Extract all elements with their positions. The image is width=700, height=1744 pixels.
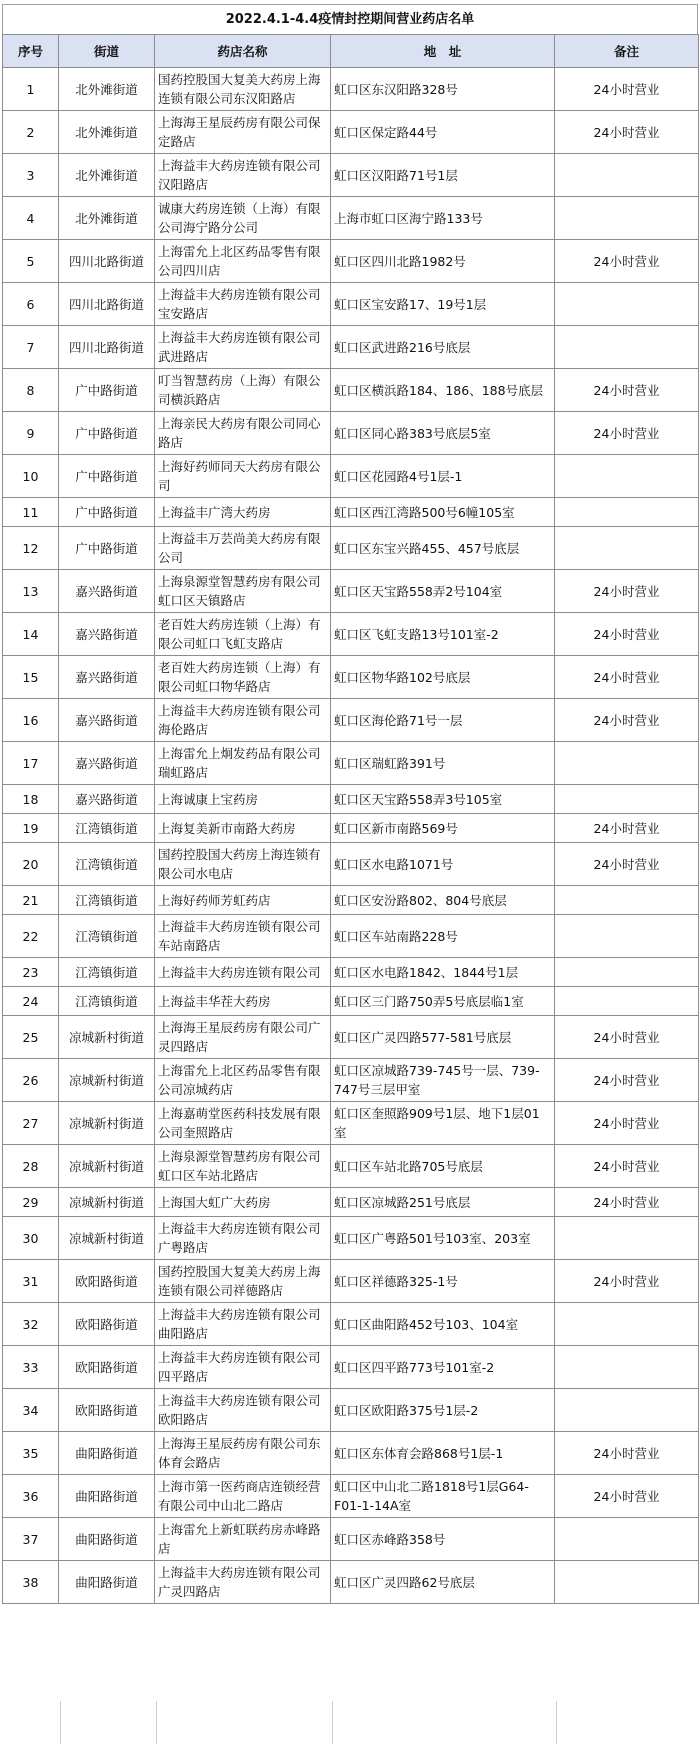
cell-address: 虹口区四平路773号101室-2 <box>331 1346 555 1389</box>
cell-no: 28 <box>3 1145 59 1188</box>
table-row <box>3 1102 699 1145</box>
cell-name: 上海好药师芳虹药店 <box>155 886 331 915</box>
cell-name: 上海益丰华茬大药房 <box>155 987 331 1016</box>
cell-no: 5 <box>3 240 59 283</box>
table-row <box>3 1389 699 1432</box>
cell-note <box>555 958 699 987</box>
cell-note: 24小时营业 <box>555 1432 699 1475</box>
cell-name: 上海海王星辰药房有限公司广灵四路店 <box>155 1016 331 1059</box>
cell-no: 33 <box>3 1346 59 1389</box>
table-row <box>3 814 699 843</box>
cell-street: 嘉兴路街道 <box>59 656 155 699</box>
cell-name: 上海雷允上北区药品零售有限公司凉城药店 <box>155 1059 331 1102</box>
cell-street: 广中路街道 <box>59 455 155 498</box>
cell-no: 37 <box>3 1518 59 1561</box>
cell-street: 江湾镇街道 <box>59 915 155 958</box>
table-body <box>3 68 699 1604</box>
cell-address: 虹口区宝安路17、19号1层 <box>331 283 555 326</box>
cell-address: 虹口区东宝兴路455、457号底层 <box>331 527 555 570</box>
cell-address: 虹口区凉城路251号底层 <box>331 1188 555 1217</box>
cell-no: 7 <box>3 326 59 369</box>
cell-note: 24小时营业 <box>555 1475 699 1518</box>
cell-address: 虹口区同心路383号底层5室 <box>331 412 555 455</box>
cell-street: 曲阳路街道 <box>59 1475 155 1518</box>
table-row <box>3 1016 699 1059</box>
cell-no: 35 <box>3 1432 59 1475</box>
cell-name: 上海海王星辰药房有限公司保定路店 <box>155 111 331 154</box>
cell-no: 32 <box>3 1303 59 1346</box>
cell-name: 上海亲民大药房有限公司同心路店 <box>155 412 331 455</box>
cell-street: 欧阳路街道 <box>59 1303 155 1346</box>
cell-note: 24小时营业 <box>555 111 699 154</box>
cell-no: 1 <box>3 68 59 111</box>
cell-note: 24小时营业 <box>555 240 699 283</box>
cell-no: 18 <box>3 785 59 814</box>
cell-street: 广中路街道 <box>59 527 155 570</box>
cell-street: 欧阳路街道 <box>59 1346 155 1389</box>
cell-address: 虹口区物华路102号底层 <box>331 656 555 699</box>
cell-address: 虹口区花园路4号1层-1 <box>331 455 555 498</box>
cell-street: 凉城新村街道 <box>59 1145 155 1188</box>
table-row <box>3 111 699 154</box>
cell-street: 欧阳路街道 <box>59 1260 155 1303</box>
cell-note: 24小时营业 <box>555 1059 699 1102</box>
cell-name: 上海益丰大药房连锁有限公司 <box>155 958 331 987</box>
cell-address: 虹口区广灵四路62号底层 <box>331 1561 555 1604</box>
cell-address: 虹口区瑞虹路391号 <box>331 742 555 785</box>
cell-address: 虹口区三门路750弄5号底层临1室 <box>331 987 555 1016</box>
cell-note <box>555 283 699 326</box>
cell-name: 上海益丰大药房连锁有限公司海伦路店 <box>155 699 331 742</box>
sheet-title: 2022.4.1-4.4疫情封控期间营业药店名单 <box>2 4 698 34</box>
cell-address: 虹口区东体育会路868号1层-1 <box>331 1432 555 1475</box>
cell-street: 嘉兴路街道 <box>59 699 155 742</box>
table-row <box>3 498 699 527</box>
table-row <box>3 154 699 197</box>
table-row <box>3 1059 699 1102</box>
header-address: 地 址 <box>331 35 555 68</box>
cell-note <box>555 1389 699 1432</box>
cell-street: 广中路街道 <box>59 498 155 527</box>
cell-address: 虹口区祥德路325-1号 <box>331 1260 555 1303</box>
cell-street: 广中路街道 <box>59 369 155 412</box>
cell-street: 凉城新村街道 <box>59 1059 155 1102</box>
cell-name: 上海益丰大药房连锁有限公司广灵四路店 <box>155 1561 331 1604</box>
cell-note: 24小时营业 <box>555 699 699 742</box>
cell-no: 2 <box>3 111 59 154</box>
cell-note <box>555 326 699 369</box>
cell-address: 虹口区曲阳路452号103、104室 <box>331 1303 555 1346</box>
cell-name: 上海雷允上北区药品零售有限公司四川店 <box>155 240 331 283</box>
cell-name: 上海泉源堂智慧药房有限公司虹口区天镇路店 <box>155 570 331 613</box>
cell-no: 25 <box>3 1016 59 1059</box>
table-row <box>3 570 699 613</box>
cell-address: 虹口区新市南路569号 <box>331 814 555 843</box>
header-street: 街道 <box>59 35 155 68</box>
cell-address: 虹口区车站北路705号底层 <box>331 1145 555 1188</box>
cell-street: 欧阳路街道 <box>59 1389 155 1432</box>
cell-note <box>555 1217 699 1260</box>
cell-no: 34 <box>3 1389 59 1432</box>
cell-address: 虹口区汉阳路71号1层 <box>331 154 555 197</box>
cell-note <box>555 742 699 785</box>
pharmacy-table <box>2 34 699 1604</box>
cell-address: 虹口区横浜路184、186、188号底层 <box>331 369 555 412</box>
cell-name: 上海复美新市南路大药房 <box>155 814 331 843</box>
cell-note <box>555 886 699 915</box>
table-row <box>3 197 699 240</box>
cell-street: 北外滩街道 <box>59 111 155 154</box>
table-row <box>3 455 699 498</box>
cell-address: 虹口区车站南路228号 <box>331 915 555 958</box>
cell-no: 15 <box>3 656 59 699</box>
cell-no: 26 <box>3 1059 59 1102</box>
cell-note: 24小时营业 <box>555 656 699 699</box>
cell-name: 国药控股国大复美大药房上海连锁有限公司东汉阳路店 <box>155 68 331 111</box>
table-row <box>3 1188 699 1217</box>
cell-name: 国药控股国大药房上海连锁有限公司水电店 <box>155 843 331 886</box>
cell-address: 虹口区天宝路558弄3号105室 <box>331 785 555 814</box>
cell-address: 上海市虹口区海宁路133号 <box>331 197 555 240</box>
cell-name: 上海好药师同天大药房有限公司 <box>155 455 331 498</box>
table-row <box>3 1561 699 1604</box>
header-note: 备注 <box>555 35 699 68</box>
cell-name: 上海益丰大药房连锁有限公司车站南路店 <box>155 915 331 958</box>
cell-note <box>555 785 699 814</box>
cell-address: 虹口区赤峰路358号 <box>331 1518 555 1561</box>
cell-street: 凉城新村街道 <box>59 1016 155 1059</box>
cell-name: 上海益丰大药房连锁有限公司武进路店 <box>155 326 331 369</box>
cell-address: 虹口区欧阳路375号1层-2 <box>331 1389 555 1432</box>
empty-grid-area <box>2 1701 698 1744</box>
cell-note <box>555 455 699 498</box>
cell-name: 上海益丰大药房连锁有限公司欧阳路店 <box>155 1389 331 1432</box>
cell-no: 19 <box>3 814 59 843</box>
cell-no: 23 <box>3 958 59 987</box>
table-row <box>3 742 699 785</box>
cell-no: 16 <box>3 699 59 742</box>
cell-no: 3 <box>3 154 59 197</box>
cell-note: 24小时营业 <box>555 369 699 412</box>
cell-note: 24小时营业 <box>555 814 699 843</box>
cell-no: 21 <box>3 886 59 915</box>
cell-no: 9 <box>3 412 59 455</box>
cell-address: 虹口区水电路1071号 <box>331 843 555 886</box>
cell-note: 24小时营业 <box>555 1102 699 1145</box>
cell-street: 四川北路街道 <box>59 326 155 369</box>
cell-name: 上海益丰大药房连锁有限公司汉阳路店 <box>155 154 331 197</box>
cell-name: 上海益丰大药房连锁有限公司四平路店 <box>155 1346 331 1389</box>
cell-street: 曲阳路街道 <box>59 1518 155 1561</box>
table-row <box>3 613 699 656</box>
cell-name: 国药控股国大复美大药房上海连锁有限公司祥德路店 <box>155 1260 331 1303</box>
cell-street: 四川北路街道 <box>59 283 155 326</box>
cell-street: 江湾镇街道 <box>59 814 155 843</box>
cell-street: 嘉兴路街道 <box>59 570 155 613</box>
cell-no: 4 <box>3 197 59 240</box>
cell-no: 36 <box>3 1475 59 1518</box>
cell-address: 虹口区西江湾路500号6幢105室 <box>331 498 555 527</box>
cell-note: 24小时营业 <box>555 1188 699 1217</box>
cell-no: 24 <box>3 987 59 1016</box>
cell-no: 14 <box>3 613 59 656</box>
cell-street: 凉城新村街道 <box>59 1102 155 1145</box>
cell-name: 上海雷允上炯发药品有限公司瑞虹路店 <box>155 742 331 785</box>
table-row <box>3 240 699 283</box>
table-row <box>3 1145 699 1188</box>
table-row <box>3 656 699 699</box>
cell-address: 虹口区水电路1842、1844号1层 <box>331 958 555 987</box>
cell-no: 17 <box>3 742 59 785</box>
cell-note <box>555 1303 699 1346</box>
table-row <box>3 527 699 570</box>
cell-no: 20 <box>3 843 59 886</box>
cell-street: 江湾镇街道 <box>59 843 155 886</box>
cell-note <box>555 987 699 1016</box>
cell-street: 嘉兴路街道 <box>59 742 155 785</box>
cell-name: 上海益丰万芸尚美大药房有限公司 <box>155 527 331 570</box>
cell-address: 虹口区保定路44号 <box>331 111 555 154</box>
cell-street: 凉城新村街道 <box>59 1217 155 1260</box>
cell-no: 12 <box>3 527 59 570</box>
cell-name: 诚康大药房连锁（上海）有限公司海宁路分公司 <box>155 197 331 240</box>
table-row <box>3 369 699 412</box>
table-row <box>3 1475 699 1518</box>
table-row <box>3 958 699 987</box>
cell-note: 24小时营业 <box>555 1145 699 1188</box>
cell-address: 虹口区天宝路558弄2号104室 <box>331 570 555 613</box>
cell-name: 上海雷允上新虹联药房赤峰路店 <box>155 1518 331 1561</box>
cell-note: 24小时营业 <box>555 1260 699 1303</box>
cell-name: 上海益丰大药房连锁有限公司宝安路店 <box>155 283 331 326</box>
cell-address: 虹口区武进路216号底层 <box>331 326 555 369</box>
table-row <box>3 1217 699 1260</box>
cell-address: 虹口区广灵四路577-581号底层 <box>331 1016 555 1059</box>
table-row <box>3 1303 699 1346</box>
cell-note: 24小时营业 <box>555 412 699 455</box>
cell-no: 27 <box>3 1102 59 1145</box>
cell-name: 上海市第一医药商店连锁经营有限公司中山北二路店 <box>155 1475 331 1518</box>
cell-address: 虹口区安汾路802、804号底层 <box>331 886 555 915</box>
header-row <box>3 35 699 68</box>
header-no: 序号 <box>3 35 59 68</box>
cell-address: 虹口区中山北二路1818号1层G64-F01-1-14A室 <box>331 1475 555 1518</box>
table-row <box>3 1518 699 1561</box>
cell-street: 北外滩街道 <box>59 197 155 240</box>
table-row <box>3 1260 699 1303</box>
cell-address: 虹口区广粤路501号103室、203室 <box>331 1217 555 1260</box>
cell-name: 上海国大虹广大药房 <box>155 1188 331 1217</box>
cell-note <box>555 915 699 958</box>
cell-street: 北外滩街道 <box>59 68 155 111</box>
table-row <box>3 987 699 1016</box>
table-row <box>3 886 699 915</box>
cell-street: 广中路街道 <box>59 412 155 455</box>
cell-note <box>555 498 699 527</box>
cell-address: 虹口区奎照路909号1层、地下1层01室 <box>331 1102 555 1145</box>
cell-no: 22 <box>3 915 59 958</box>
cell-name: 上海嘉萌堂医药科技发展有限公司奎照路店 <box>155 1102 331 1145</box>
pharmacy-sheet <box>2 4 698 1604</box>
cell-street: 北外滩街道 <box>59 154 155 197</box>
cell-note <box>555 1561 699 1604</box>
cell-note: 24小时营业 <box>555 1016 699 1059</box>
cell-name: 叮当智慧药房（上海）有限公司横浜路店 <box>155 369 331 412</box>
cell-note: 24小时营业 <box>555 613 699 656</box>
cell-no: 29 <box>3 1188 59 1217</box>
cell-name: 上海泉源堂智慧药房有限公司虹口区车站北路店 <box>155 1145 331 1188</box>
table-row <box>3 915 699 958</box>
cell-name: 上海诚康上宝药房 <box>155 785 331 814</box>
cell-note: 24小时营业 <box>555 843 699 886</box>
cell-name: 上海海王星辰药房有限公司东体育会路店 <box>155 1432 331 1475</box>
cell-address: 虹口区海伦路71号一层 <box>331 699 555 742</box>
cell-name: 上海益丰大药房连锁有限公司广粤路店 <box>155 1217 331 1260</box>
table-row <box>3 412 699 455</box>
cell-no: 10 <box>3 455 59 498</box>
cell-no: 13 <box>3 570 59 613</box>
cell-no: 6 <box>3 283 59 326</box>
cell-note <box>555 1518 699 1561</box>
cell-address: 虹口区东汉阳路328号 <box>331 68 555 111</box>
cell-street: 嘉兴路街道 <box>59 613 155 656</box>
cell-no: 31 <box>3 1260 59 1303</box>
cell-street: 曲阳路街道 <box>59 1432 155 1475</box>
table-row <box>3 785 699 814</box>
cell-street: 四川北路街道 <box>59 240 155 283</box>
cell-name: 老百姓大药房连锁（上海）有限公司虹口飞虹支路店 <box>155 613 331 656</box>
cell-street: 凉城新村街道 <box>59 1188 155 1217</box>
cell-note <box>555 527 699 570</box>
table-row <box>3 326 699 369</box>
cell-note <box>555 197 699 240</box>
cell-street: 嘉兴路街道 <box>59 785 155 814</box>
cell-no: 30 <box>3 1217 59 1260</box>
table-row <box>3 843 699 886</box>
cell-no: 11 <box>3 498 59 527</box>
cell-note: 24小时营业 <box>555 68 699 111</box>
cell-name: 上海益丰广湾大药房 <box>155 498 331 527</box>
cell-note <box>555 154 699 197</box>
cell-note: 24小时营业 <box>555 570 699 613</box>
cell-address: 虹口区四川北路1982号 <box>331 240 555 283</box>
table-row <box>3 1346 699 1389</box>
table-row <box>3 68 699 111</box>
cell-street: 曲阳路街道 <box>59 1561 155 1604</box>
cell-address: 虹口区飞虹支路13号101室-2 <box>331 613 555 656</box>
cell-street: 江湾镇街道 <box>59 886 155 915</box>
table-row <box>3 283 699 326</box>
cell-no: 8 <box>3 369 59 412</box>
header-name: 药店名称 <box>155 35 331 68</box>
cell-no: 38 <box>3 1561 59 1604</box>
cell-name: 上海益丰大药房连锁有限公司曲阳路店 <box>155 1303 331 1346</box>
cell-street: 江湾镇街道 <box>59 987 155 1016</box>
table-row <box>3 1432 699 1475</box>
cell-street: 江湾镇街道 <box>59 958 155 987</box>
cell-name: 老百姓大药房连锁（上海）有限公司虹口物华路店 <box>155 656 331 699</box>
cell-note <box>555 1346 699 1389</box>
cell-address: 虹口区凉城路739-745号一层、739-747号三层甲室 <box>331 1059 555 1102</box>
table-row <box>3 699 699 742</box>
